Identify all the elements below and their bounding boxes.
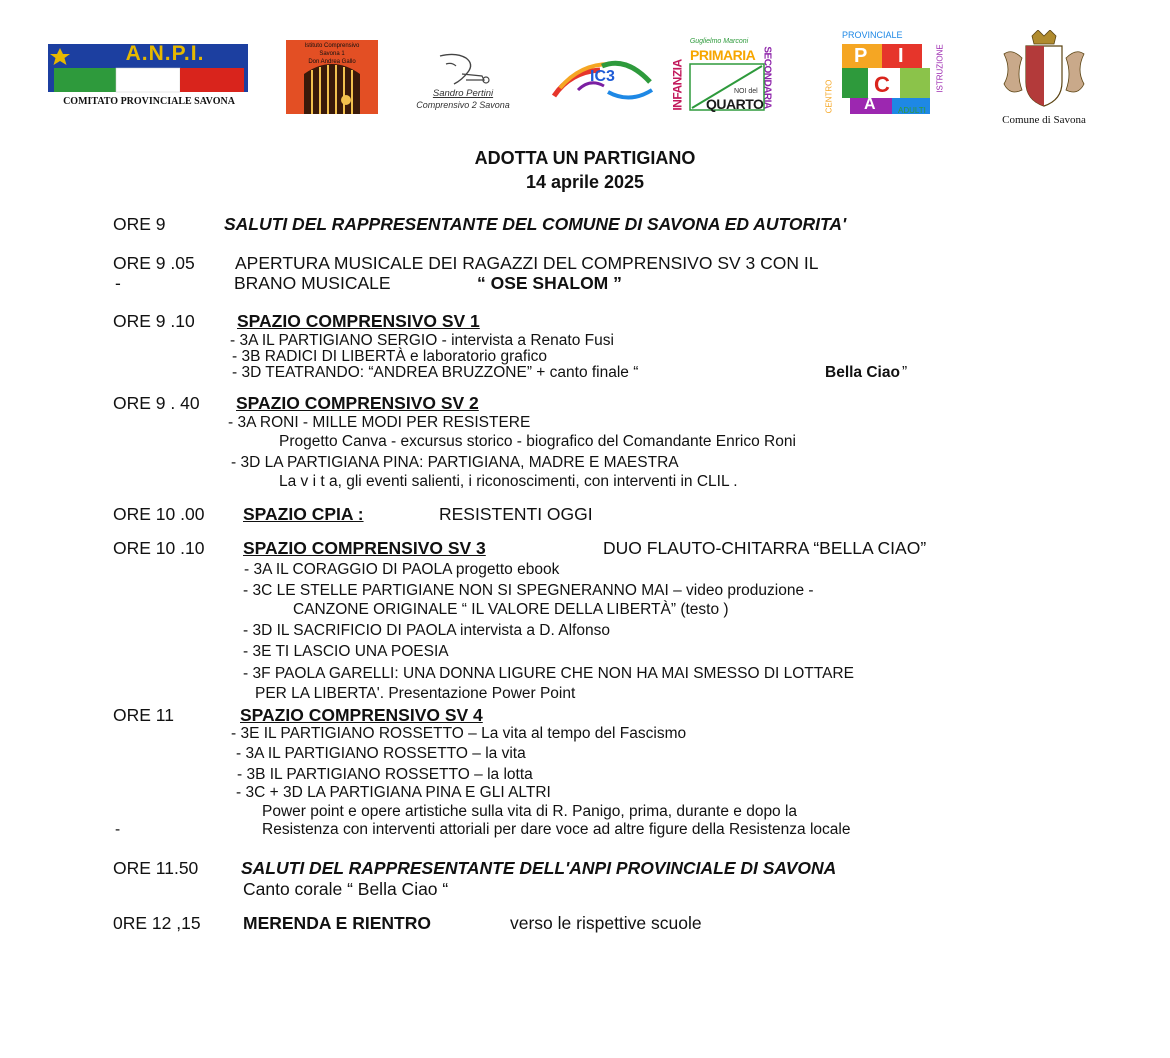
marconi-secondaria: SECONDARIA [761,46,773,109]
cpia-letter-a: A [864,96,876,113]
cpia-letter-c: C [874,72,890,97]
anpi-name: A.N.P.I. [125,42,205,65]
sv3-item-3d: - 3D IL SACRIFICIO DI PAOLA intervista a D. Alfonso [243,622,610,639]
comune-logo [982,30,1106,128]
sv4-item-3c3d: - 3C + 3D LA PARTIGIANA PINA E GLI ALTRI [236,784,551,801]
time-1100: ORE 11 [113,705,174,725]
sv1-line3: Don Andrea Gallo [308,59,356,65]
sv4-item-desc-2: Resistenza con interventi attoriali per dare voce ad altre figure della Resistenza locale [262,821,851,838]
time-0905: ORE 9 .05 [113,253,195,273]
sv3-item-3f-desc: PER LA LIBERTA'. Presentazione Power Point [255,685,576,702]
sv2-item-3a: - 3A RONI - MILLE MODI PER RESISTERE [228,414,531,431]
sv1-item-3d: - 3D TEATRANDO: “ANDREA BRUZZONE” + canto finale “ [232,364,639,381]
heading-sv2: SPAZIO COMPRENSIVO SV 2 [236,393,479,413]
marconi-noi: NOI del [734,88,758,95]
cpia-item: RESISTENTI OGGI [439,504,593,524]
pertini-line1: Sandro Pertini [432,88,494,99]
cpia-centro: CENTRO [824,79,834,114]
item-saluti-anpi: SALUTI DEL RAPPRESENTANTE DELL'ANPI PROVINCIALE DI SAVONA [241,858,837,878]
heading-cpia: SPAZIO CPIA : [243,504,364,524]
page-title: ADOTTA UN PARTIGIANO [474,148,696,168]
ic3-logo [550,52,658,106]
sv3-item-3c: - 3C LE STELLE PARTIGIANE NON SI SPEGNERANNO MAI – video produzione - [243,582,814,599]
sv4-item-3b: - 3B IL PARTIGIANO ROSSETTO – la lotta [237,766,533,783]
item-brano: BRANO MUSICALE [234,273,391,293]
heading-sv3: SPAZIO COMPRENSIVO SV 3 [243,538,486,558]
marconi-quarto: QUARTO [706,96,764,112]
item-saluti-comune: SALUTI DEL RAPPRESENTANTE DEL COMUNE DI SAVONA ED AUTORITA' [224,214,847,234]
logo-row [0,0,1170,135]
sv1-item-3b: - 3B RADICI DI LIBERTÀ e laboratorio grafico [232,348,548,365]
sv1-logo [286,40,378,114]
time-1000: ORE 10 .00 [113,504,205,524]
page-date: 14 aprile 2025 [525,172,645,192]
comune-caption: Comune di Savona [1002,114,1086,126]
sv3-item-3c-desc: CANZONE ORIGINALE “ IL VALORE DELLA LIBERTÀ” (testo ) [293,601,729,618]
cpia-logo [824,30,946,118]
pertini-face-icon [396,50,530,90]
cpia-provinciale: PROVINCIALE [842,30,903,40]
sv1-item-3d-close: ” [902,364,908,381]
sv2-item-3d-desc: La v i t a, gli eventi salienti, i riconoscimenti, con interventi in CLIL . [279,473,738,490]
sv1-item-3a: - 3A IL PARTIGIANO SERGIO - intervista a Renato Fusi [230,332,614,349]
dash-marker-2: - [115,821,121,838]
heading-sv4: SPAZIO COMPRENSIVO SV 4 [240,705,483,725]
sv3-duo: DUO FLAUTO-CHITARRA “BELLA CIAO” [603,538,927,558]
marconi-top: Guglielmo Marconi [689,38,749,45]
cpia-letter-p: P [854,45,868,67]
sv3-item-3a: - 3A IL CORAGGIO DI PAOLA progetto ebook [244,561,560,578]
time-0910: ORE 9 .10 [113,311,195,331]
time-1150: ORE 11.50 [113,858,199,878]
time-0940: ORE 9 . 40 [113,393,200,413]
anpi-logo [38,40,260,110]
sv1-line2: Savona 1 [319,51,345,57]
time-1010: ORE 10 .10 [113,538,205,558]
pertini-line2: Comprensivo 2 Savona [416,100,510,110]
marconi-infanzia: INFANZIA [670,59,685,111]
pertini-logo [396,50,530,112]
sv2-item-3a-desc: Progetto Canva - excursus storico - biografico del Comandante Enrico Roni [279,433,796,450]
cpia-adulti: ADULTI [898,106,926,115]
cpia-istruzione: ISTRUZIONE [935,44,945,93]
anpi-caption: COMITATO PROVINCIALE SAVONA [63,96,235,107]
dash-marker: - [115,273,121,293]
cpia-letter-i: I [898,45,904,67]
sv3-item-3e: - 3E TI LASCIO UNA POESIA [243,643,449,660]
heading-merenda: MERENDA E RIENTRO [243,913,431,933]
sv4-item-3e: - 3E IL PARTIGIANO ROSSETTO – La vita al tempo del Fascismo [231,725,687,742]
merenda-desc: verso le rispettive scuole [510,913,702,933]
marconi-primaria: PRIMARIA [690,47,756,63]
sv1-line1: Istituto Comprensivo [304,43,360,49]
sv4-item-3a: - 3A IL PARTIGIANO ROSSETTO – la vita [236,745,526,762]
item-apertura-musicale: APERTURA MUSICALE DEI RAGAZZI DEL COMPRENSIVO SV 3 CON IL [235,253,819,273]
sv4-item-desc-1: Power point e opere artistiche sulla vita di R. Panigo, prima, durante e dopo la [262,803,798,820]
sv3-item-3f: - 3F PAOLA GARELLI: UNA DONNA LIGURE CHE NON HA MAI SMESSO DI LOTTARE [243,665,854,682]
sv1-item-3d-song: Bella Ciao [825,364,900,381]
marconi-logo [672,38,784,118]
heading-sv1: SPAZIO COMPRENSIVO SV 1 [237,311,480,331]
sv2-item-3d: - 3D LA PARTIGIANA PINA: PARTIGIANA, MADRE E MAESTRA [231,454,679,471]
item-canto-corale: Canto corale “ Bella Ciao “ [243,879,449,899]
ic3-mark: IC3 [590,68,615,85]
coat-of-arms-icon [982,30,1106,110]
time-1215: 0RE 12 ,15 [113,913,201,933]
time-0900: ORE 9 [113,214,166,234]
song-title: “ OSE SHALOM ” [477,273,622,293]
